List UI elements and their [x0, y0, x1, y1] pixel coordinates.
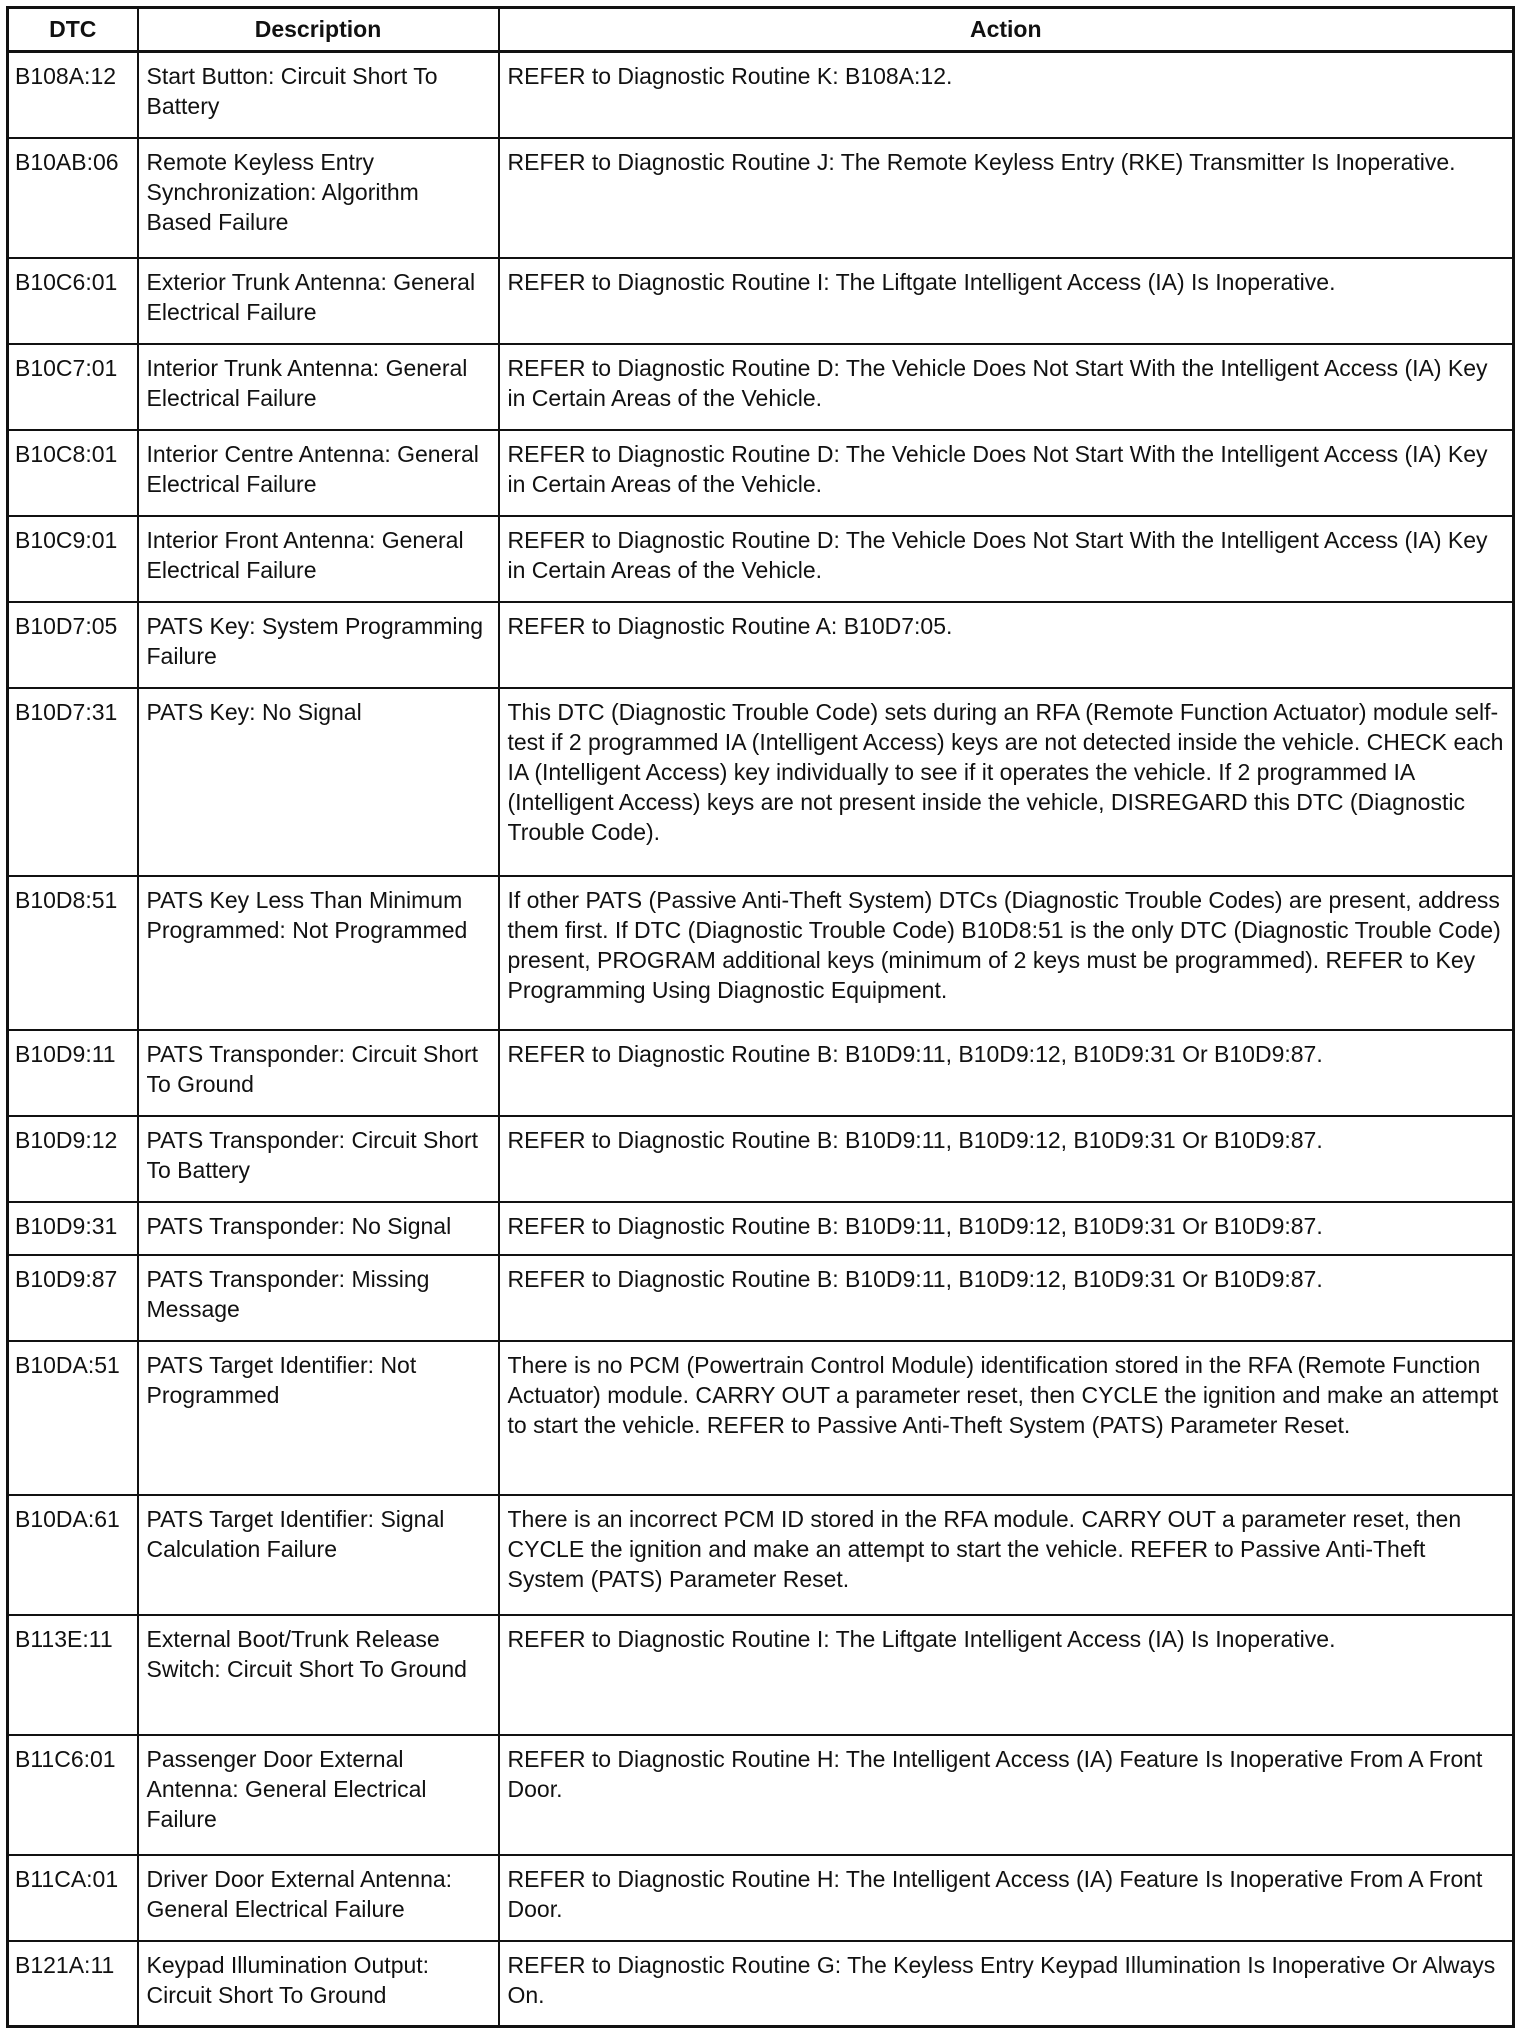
action-cell: REFER to Diagnostic Routine A: B10D7:05. [499, 602, 1514, 688]
table-row [8, 876, 1514, 1030]
table-row [8, 344, 1514, 430]
dtc-code-cell: B10C8:01 [8, 430, 138, 516]
action-cell: If other PATS (Passive Anti-Theft System) DTCs (Diagnostic Trouble Codes) are present, address them first. If DTC (Diagnostic Trouble Code) B10D8:51 is the only DTC (Diagnostic Trouble Code) present, PROGRAM additional keys (minimum of 2 keys must be programmed). REFER to Key Programming Using Diagnostic Equipment. [499, 876, 1514, 1030]
action-cell: REFER to Diagnostic Routine J: The Remote Keyless Entry (RKE) Transmitter Is Inoperative. [499, 138, 1514, 258]
description-cell: PATS Key Less Than Minimum Programmed: Not Programmed [138, 876, 499, 1030]
dtc-code-cell: B11C6:01 [8, 1735, 138, 1855]
table-row [8, 1255, 1514, 1341]
table-row [8, 1735, 1514, 1855]
dtc-code-cell: B108A:12 [8, 52, 138, 138]
table-row [8, 1030, 1514, 1116]
action-cell: REFER to Diagnostic Routine B: B10D9:11, B10D9:12, B10D9:31 Or B10D9:87. [499, 1116, 1514, 1202]
description-cell: PATS Transponder: Missing Message [138, 1255, 499, 1341]
description-cell: PATS Transponder: Circuit Short To Battery [138, 1116, 499, 1202]
action-cell: REFER to Diagnostic Routine B: B10D9:11, B10D9:12, B10D9:31 Or B10D9:87. [499, 1255, 1514, 1341]
table-row [8, 1855, 1514, 1941]
dtc-code-cell: B10C6:01 [8, 258, 138, 344]
table-row [8, 602, 1514, 688]
description-cell: Keypad Illumination Output: Circuit Short To Ground [138, 1941, 499, 2027]
description-cell: Interior Trunk Antenna: General Electrical Failure [138, 344, 499, 430]
action-cell: REFER to Diagnostic Routine I: The Liftgate Intelligent Access (IA) Is Inoperative. [499, 1615, 1514, 1735]
description-cell: Exterior Trunk Antenna: General Electrical Failure [138, 258, 499, 344]
dtc-code-cell: B10AB:06 [8, 138, 138, 258]
action-cell: REFER to Diagnostic Routine B: B10D9:11, B10D9:12, B10D9:31 Or B10D9:87. [499, 1030, 1514, 1116]
table-row [8, 1116, 1514, 1202]
description-cell: PATS Transponder: No Signal [138, 1202, 499, 1255]
table-row [8, 1615, 1514, 1735]
description-cell: PATS Transponder: Circuit Short To Ground [138, 1030, 499, 1116]
description-cell: Interior Front Antenna: General Electrical Failure [138, 516, 499, 602]
dtc-code-cell: B113E:11 [8, 1615, 138, 1735]
dtc-code-cell: B10D7:31 [8, 688, 138, 876]
table-row [8, 688, 1514, 876]
action-cell: REFER to Diagnostic Routine K: B108A:12. [499, 52, 1514, 138]
dtc-code-cell: B10D9:11 [8, 1030, 138, 1116]
table-header-row [8, 8, 1514, 52]
dtc-code-cell: B10D9:31 [8, 1202, 138, 1255]
dtc-code-cell: B10D9:12 [8, 1116, 138, 1202]
action-cell: REFER to Diagnostic Routine H: The Intelligent Access (IA) Feature Is Inoperative From A Front Door. [499, 1735, 1514, 1855]
description-cell: Remote Keyless Entry Synchronization: Algorithm Based Failure [138, 138, 499, 258]
action-cell: There is an incorrect PCM ID stored in the RFA module. CARRY OUT a parameter reset, then CYCLE the ignition and make an attempt to start the vehicle. REFER to Passive Anti-Theft System (PATS) Parameter Reset. [499, 1495, 1514, 1615]
table-row [8, 52, 1514, 138]
action-cell: REFER to Diagnostic Routine D: The Vehicle Does Not Start With the Intelligent Access (IA) Key in Certain Areas of the Vehicle. [499, 344, 1514, 430]
dtc-code-cell: B10DA:51 [8, 1341, 138, 1495]
description-cell: PATS Target Identifier: Signal Calculation Failure [138, 1495, 499, 1615]
description-cell: External Boot/Trunk Release Switch: Circuit Short To Ground [138, 1615, 499, 1735]
action-cell: This DTC (Diagnostic Trouble Code) sets during an RFA (Remote Function Actuator) module self-test if 2 programmed IA (Intelligent Access) keys are not detected inside the vehicle. CHECK each IA (Intelligent Access) key individually to see if it operates the vehicle. If 2 programmed IA (Intelligent Access) keys are not present inside the vehicle, DISREGARD this DTC (Diagnostic Trouble Code). [499, 688, 1514, 876]
description-cell: PATS Target Identifier: Not Programmed [138, 1341, 499, 1495]
dtc-code-cell: B10C9:01 [8, 516, 138, 602]
table-row [8, 1202, 1514, 1255]
description-cell: PATS Key: No Signal [138, 688, 499, 876]
action-cell: REFER to Diagnostic Routine I: The Liftgate Intelligent Access (IA) Is Inoperative. [499, 258, 1514, 344]
table-row [8, 1341, 1514, 1495]
table-row [8, 1495, 1514, 1615]
dtc-table [6, 6, 1515, 2028]
action-cell: REFER to Diagnostic Routine D: The Vehicle Does Not Start With the Intelligent Access (IA) Key in Certain Areas of the Vehicle. [499, 516, 1514, 602]
action-cell: There is no PCM (Powertrain Control Module) identification stored in the RFA (Remote Function Actuator) module. CARRY OUT a parameter reset, then CYCLE the ignition and make an attempt to start the vehicle. REFER to Passive Anti-Theft System (PATS) Parameter Reset. [499, 1341, 1514, 1495]
column-header-dtc: DTC [8, 8, 138, 52]
description-cell: Passenger Door External Antenna: General Electrical Failure [138, 1735, 499, 1855]
dtc-code-cell: B10D8:51 [8, 876, 138, 1030]
table-body [8, 52, 1514, 2027]
description-cell: Start Button: Circuit Short To Battery [138, 52, 499, 138]
dtc-code-cell: B121A:11 [8, 1941, 138, 2027]
dtc-code-cell: B10D9:87 [8, 1255, 138, 1341]
table-row [8, 138, 1514, 258]
dtc-code-cell: B11CA:01 [8, 1855, 138, 1941]
action-cell: REFER to Diagnostic Routine B: B10D9:11, B10D9:12, B10D9:31 Or B10D9:87. [499, 1202, 1514, 1255]
dtc-code-cell: B10C7:01 [8, 344, 138, 430]
description-cell: PATS Key: System Programming Failure [138, 602, 499, 688]
action-cell: REFER to Diagnostic Routine D: The Vehicle Does Not Start With the Intelligent Access (IA) Key in Certain Areas of the Vehicle. [499, 430, 1514, 516]
description-cell: Driver Door External Antenna: General Electrical Failure [138, 1855, 499, 1941]
table-row [8, 516, 1514, 602]
table-row [8, 258, 1514, 344]
dtc-code-cell: B10DA:61 [8, 1495, 138, 1615]
action-cell: REFER to Diagnostic Routine G: The Keyless Entry Keypad Illumination Is Inoperative Or Always On. [499, 1941, 1514, 2027]
table-row [8, 430, 1514, 516]
column-header-action: Action [499, 8, 1514, 52]
description-cell: Interior Centre Antenna: General Electrical Failure [138, 430, 499, 516]
column-header-description: Description [138, 8, 499, 52]
action-cell: REFER to Diagnostic Routine H: The Intelligent Access (IA) Feature Is Inoperative From A Front Door. [499, 1855, 1514, 1941]
dtc-code-cell: B10D7:05 [8, 602, 138, 688]
table-row [8, 1941, 1514, 2027]
